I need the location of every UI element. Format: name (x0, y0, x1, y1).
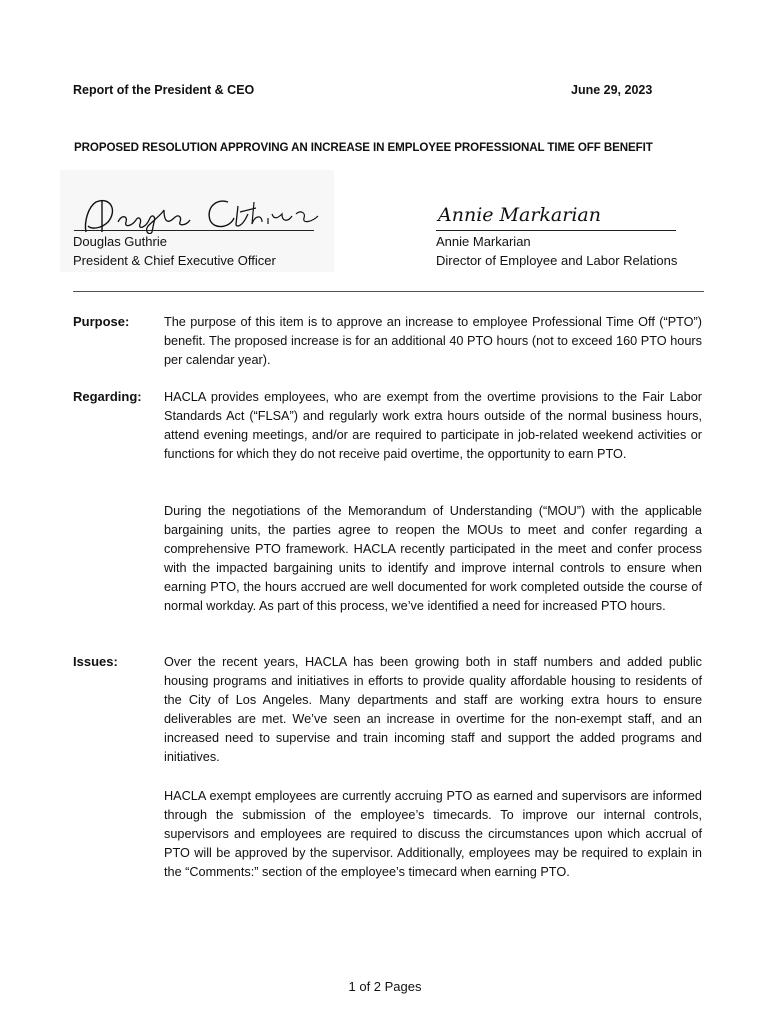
signature-block-markarian (436, 170, 696, 272)
purpose-label: Purpose: (73, 314, 130, 329)
signature-guthrie-image (78, 192, 328, 234)
issues-paragraph-2: HACLA exempt employees are currently accruing PTO as earned and supervisors are informed through the submission of the employee’s timecards. To improve our internal controls, supervisors and employees are required to discuss the circumstances upon which accrual of PTO will be approved by the supervisor. Additionally, employees may be required to explain in the “Comments:” section of the employee’s timecard when earning PTO. (164, 789, 702, 879)
resolution-title: PROPOSED RESOLUTION APPROVING AN INCREASE IN EMPLOYEE PROFESSIONAL TIME OFF BENEFIT (74, 141, 653, 154)
purpose-paragraph: The purpose of this item is to approve an increase to employee Professional Time Off (“PTO”) benefit. The proposed increase is for an additional 40 PTO hours (not to exceed 160 PTO hours per calendar year). (164, 315, 702, 367)
signer-role-markarian: Director of Employee and Labor Relations (436, 253, 678, 268)
signer-name-guthrie: Douglas Guthrie (73, 234, 167, 249)
section-divider (73, 291, 704, 292)
signer-name-markarian: Annie Markarian (436, 234, 531, 249)
signature-block-guthrie (60, 170, 334, 272)
signature-line-guthrie (74, 230, 314, 231)
report-date: June 29, 2023 (571, 83, 653, 97)
signature-markarian-image: Annie Markarian (438, 204, 601, 226)
signer-role-guthrie: President & Chief Executive Officer (73, 253, 276, 268)
page-number: 1 of 2 Pages (348, 979, 422, 994)
regarding-label: Regarding: (73, 389, 142, 404)
signature-line-markarian (436, 230, 676, 231)
issues-label: Issues: (73, 654, 118, 669)
regarding-paragraph-2: During the negotiations of the Memorandum of Understanding (“MOU”) with the applicable bargaining units, the parties agree to reopen the MOUs to meet and confer regarding a comprehensive PTO framework. HACLA recently participated in the meet and confer process with the impacted bargaining units to identify and improve internal controls to ensure when earning PTO, the hours accrued are well documented for work completed outside the course of normal workday. As part of this process, we’ve identified a need for increased PTO hours. (164, 504, 702, 613)
issues-paragraph-1: Over the recent years, HACLA has been growing both in staff numbers and added public housing programs and initiatives in efforts to provide quality affordable housing to residents of the City of Los Angeles. Many departments and staff are working extra hours to ensure deliverables are met. We’ve seen an increase in overtime for the non-exempt staff, and an increased need to supervise and train incoming staff and support the added programs and initiatives. (164, 655, 702, 764)
regarding-paragraph-1: HACLA provides employees, who are exempt from the overtime provisions to the Fair Labor Standards Act (“FLSA”) and regularly work extra hours outside of the normal business hours, attend evening meetings, and/or are required to participate in job-related weekend activities or functions for which they do not receive paid overtime, the opportunity to earn PTO. (164, 390, 702, 461)
report-heading: Report of the President & CEO (73, 83, 255, 97)
